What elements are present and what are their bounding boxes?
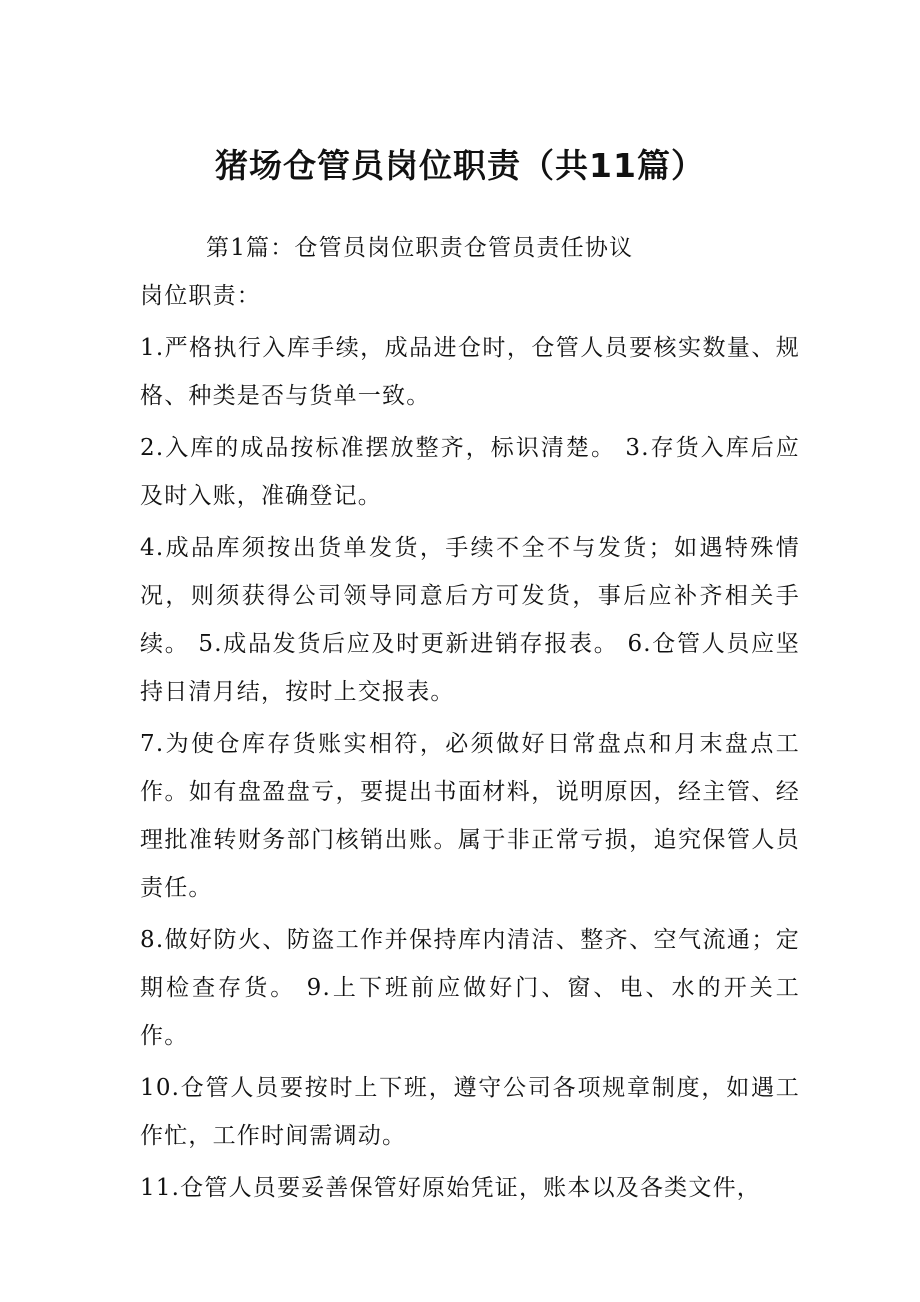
paragraph-item-2-3: 2.入库的成品按标准摆放整齐，标识清楚。 3.存货入库后应及时入账，准确登记。 (140, 435, 800, 509)
paragraph-item-4-6: 4.成品库须按出货单发货，手续不全不与发货；如遇特殊情况，则须获得公司领导同意后方可发货，事后应补齐相关手续。 5.成品发货后应及时更新进销存报表。 6.仓管人员应坚持日清月结，按时上交报表。 (140, 535, 800, 705)
paragraph-item-7: 7.为使仓库存货账实相符，必须做好日常盘点和月末盘点工作。如有盘盈盘亏，要提出书面材料，说明原因，经主管、经理批准转财务部门核销出账。属于非正常亏损，追究保管人员责任。 (140, 731, 800, 901)
paragraph-item-8-9: 8.做好防火、防盗工作并保持库内清洁、整齐、空气流通；定期检查存货。 9.上下班前应做好门、窗、电、水的开关工作。 (140, 927, 800, 1049)
document-title: 猪场仓管员岗位职责（共11篇） (215, 146, 705, 185)
paragraph-item-10: 10.仓管人员要按时上下班，遵守公司各项规章制度，如遇工作忙，工作时间需调动。 (140, 1075, 800, 1149)
section-heading: 岗位职责： (140, 283, 261, 309)
article-subtitle: 第1篇：仓管员岗位职责仓管员责任协议 (206, 235, 634, 261)
document-body (140, 224, 800, 1216)
paragraph-item-1: 1.严格执行入库手续，成品进仓时，仓管人员要核实数量、规格、种类是否与货单一致。 (140, 335, 800, 409)
paragraph-item-11: 11.仓管人员要妥善保管好原始凭证，账本以及各类文件， (140, 1175, 761, 1201)
